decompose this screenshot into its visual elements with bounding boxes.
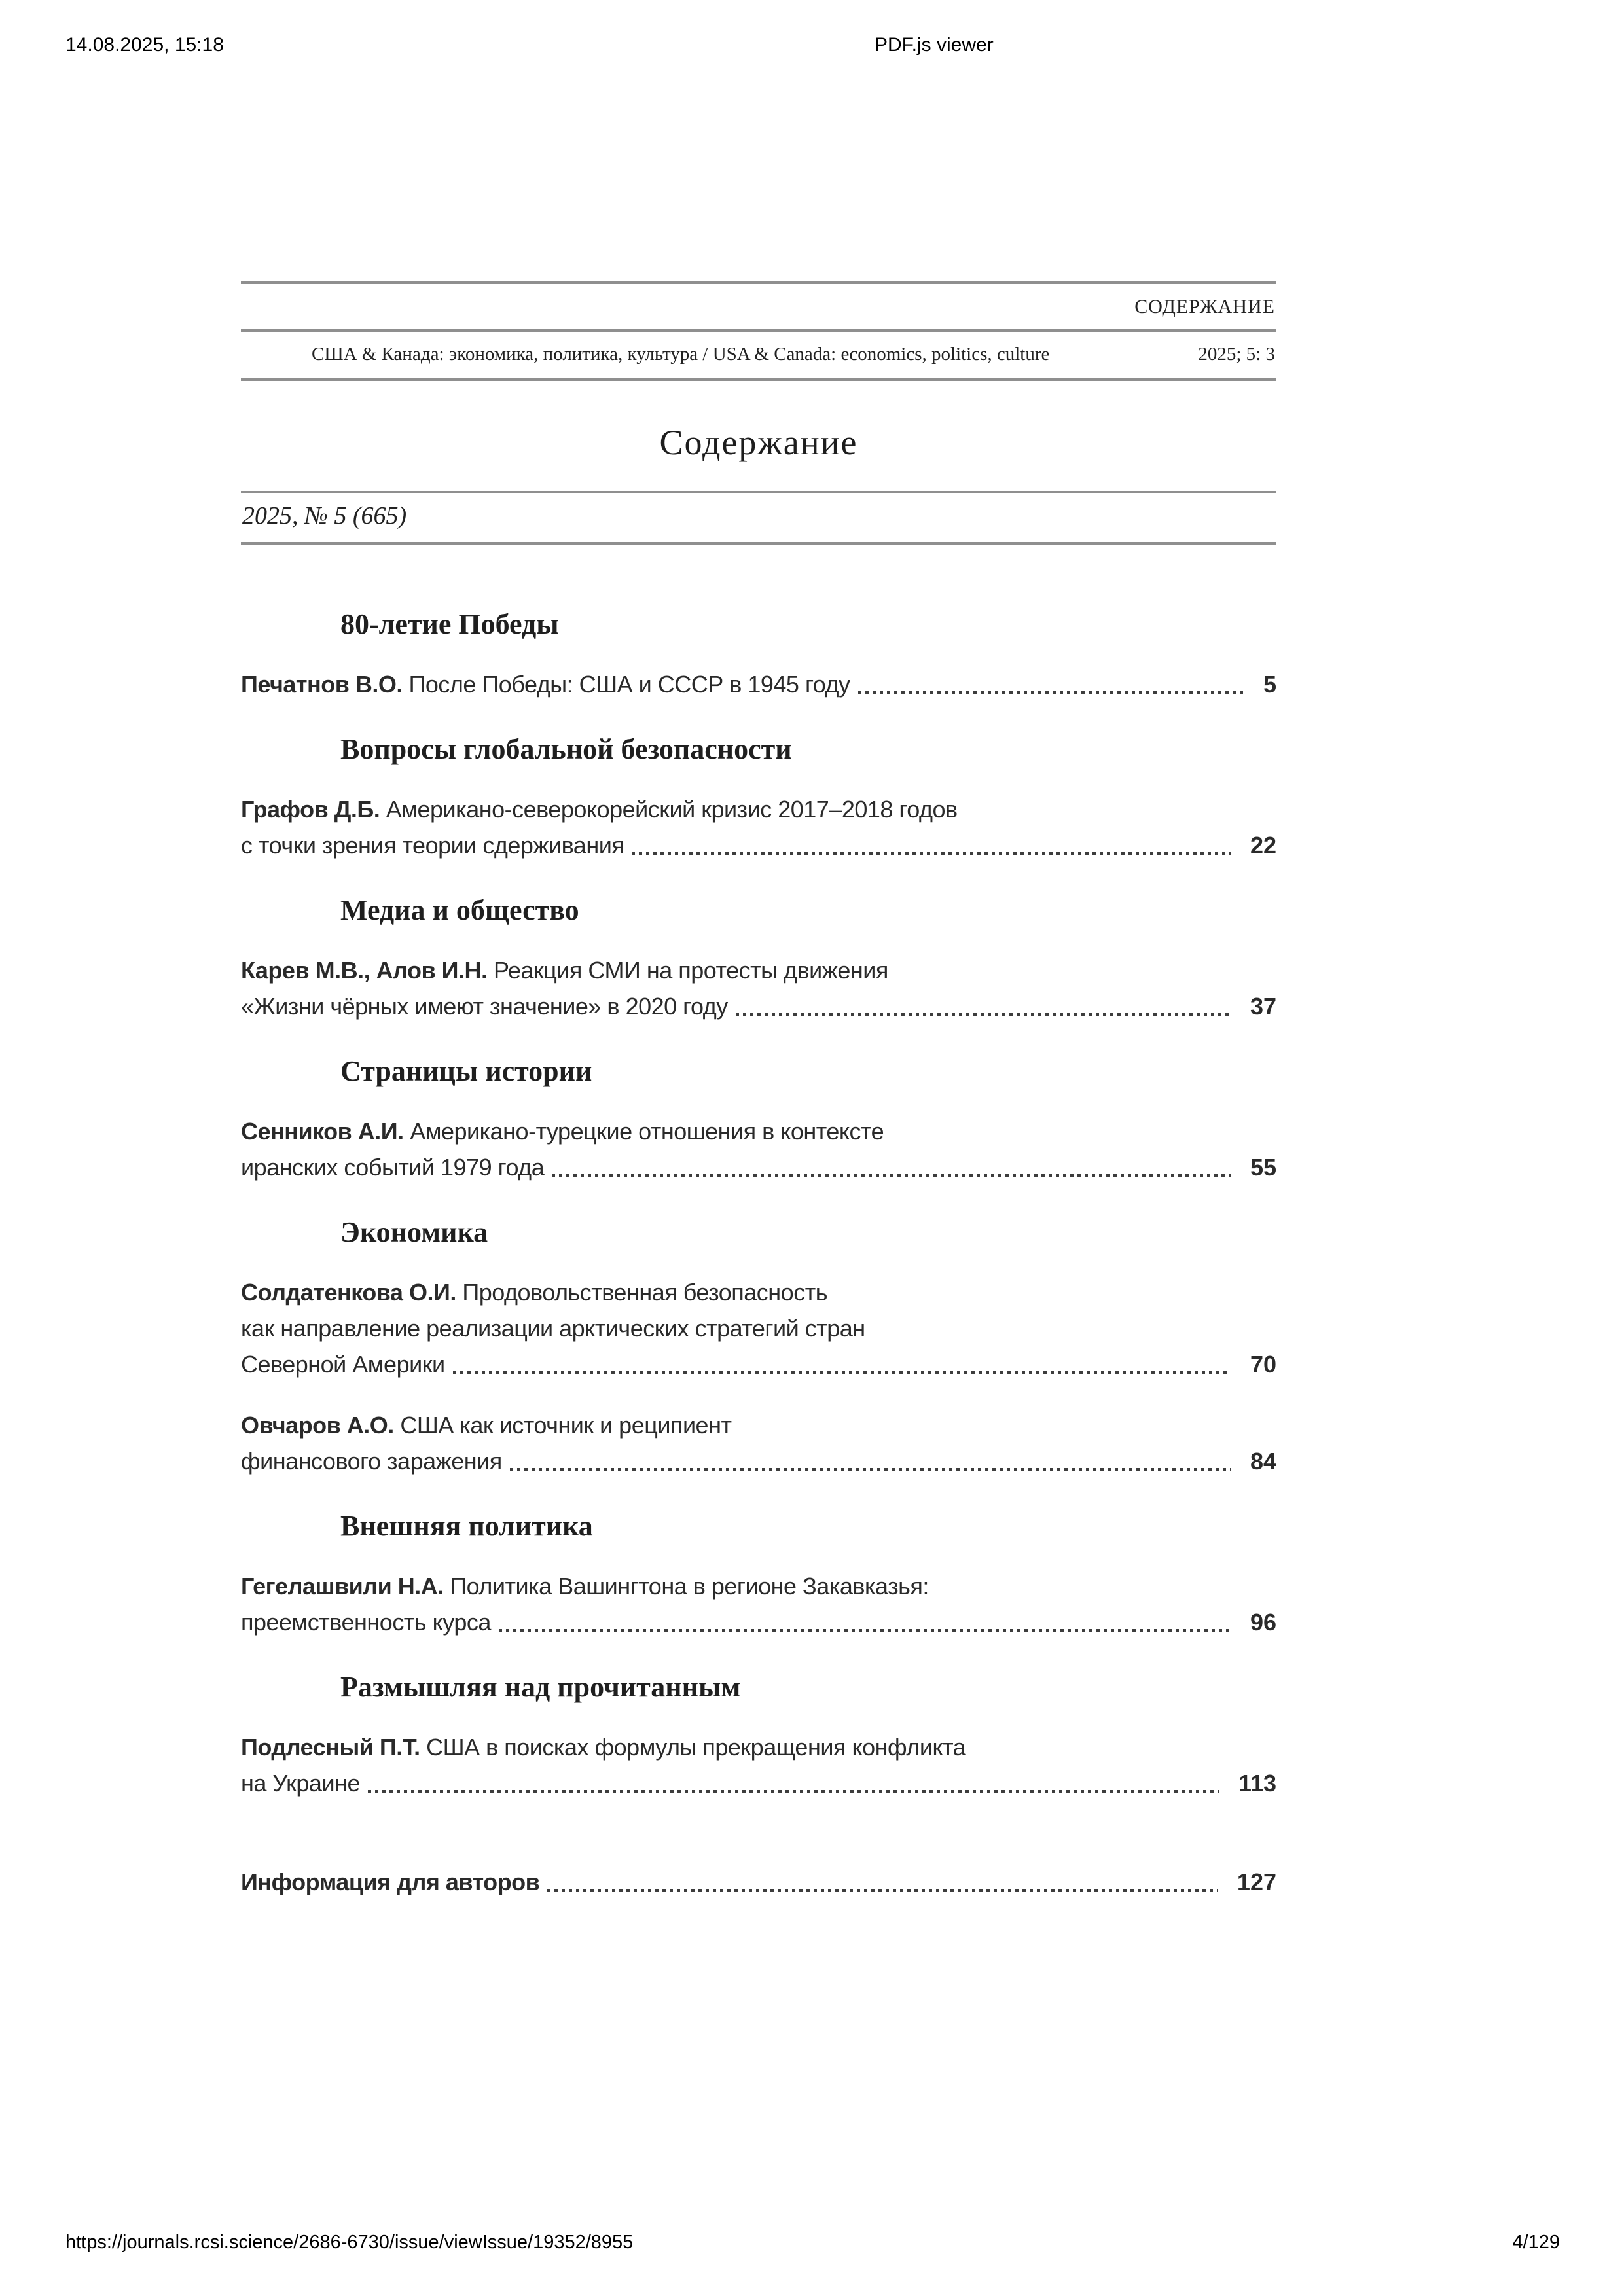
section-entries <box>241 1274 1276 1479</box>
entry-title-text: Политика Вашингтона в регионе Закавказья: <box>450 1573 929 1600</box>
section-heading: 80-летие Победы <box>340 608 559 640</box>
entry-title-text: иранских событий 1979 года <box>241 1154 545 1181</box>
toc-section <box>241 1668 1276 1801</box>
entry-title-text: Северной Америки <box>241 1351 445 1378</box>
toc-section <box>241 1052 1276 1185</box>
entry-title-text: с точки зрения теории сдерживания <box>241 832 624 859</box>
dot-leader <box>547 1889 1218 1892</box>
entry-line <box>241 1407 1276 1443</box>
toc-sections <box>241 605 1276 1801</box>
print-header-datetime: 14.08.2025, 15:18 <box>65 34 224 56</box>
entry-line <box>241 1765 1276 1801</box>
section-entries <box>241 1729 1276 1801</box>
entry-title-text: финансового заражения <box>241 1448 502 1475</box>
entry-title-text: США в поисках формулы прекращения конфликта <box>426 1734 966 1761</box>
entry-line <box>241 1864 1276 1900</box>
running-head-label: СОДЕРЖАНИЕ <box>1134 296 1275 317</box>
entry-page-number: 84 <box>1250 1448 1276 1475</box>
section-heading: Размышляя над прочитанным <box>340 1671 741 1703</box>
entry-title-text: Американо-турецкие отношения в контексте <box>410 1118 884 1145</box>
toc-entry[interactable] <box>241 1568 1276 1640</box>
entry-page-number: 70 <box>1250 1351 1276 1378</box>
entry-page-number: 96 <box>1250 1609 1276 1636</box>
toc-entry[interactable] <box>241 1274 1276 1382</box>
dot-leader <box>858 691 1244 694</box>
toc-entry[interactable] <box>241 666 1276 702</box>
entry-authors: Графов Д.Б. <box>241 796 380 823</box>
issue-number-line: 2025, № 5 (665) <box>242 502 407 529</box>
entry-line <box>241 952 1276 988</box>
dot-leader <box>510 1468 1231 1471</box>
entry-page-number: 127 <box>1236 1869 1276 1895</box>
entry-line <box>241 1149 1276 1185</box>
entry-line <box>241 1274 1276 1310</box>
entry-line <box>241 1443 1276 1479</box>
entry-title-text: как направление реализации арктических стратегий стран <box>241 1315 865 1342</box>
entry-title-text: «Жизни чёрных имеют значение» в 2020 году <box>241 993 728 1020</box>
document-content <box>241 281 1276 1900</box>
dot-leader <box>552 1174 1231 1177</box>
entry-authors: Солдатенкова О.И. <box>241 1279 456 1306</box>
entry-authors: Карев М.В., Алов И.Н. <box>241 957 488 984</box>
entry-authors: Сенников А.И. <box>241 1118 404 1145</box>
journal-title: США & Канада: экономика, политика, культура / USA & Canada: economics, politics, culture <box>312 344 1050 365</box>
entry-line <box>241 988 1276 1024</box>
entry-title-text: Реакция СМИ на протесты движения <box>493 957 888 984</box>
entry-page-number: 55 <box>1250 1154 1276 1181</box>
toc-entry[interactable] <box>241 1407 1276 1479</box>
section-heading: Внешняя политика <box>340 1510 593 1542</box>
entry-line <box>241 1346 1276 1382</box>
entry-title-text: США как источник и реципиент <box>400 1412 732 1439</box>
entry-page-number: 5 <box>1263 671 1276 698</box>
toc-page-title: Содержание <box>659 423 858 462</box>
print-header-title: PDF.js viewer <box>875 34 994 56</box>
entry-title-text: После Победы: США и СССР в 1945 году <box>408 671 850 698</box>
section-entries <box>241 666 1276 702</box>
toc-entry-info-for-authors[interactable] <box>241 1864 1276 1900</box>
section-entries <box>241 791 1276 863</box>
entry-page-number: 37 <box>1250 993 1276 1020</box>
toc-section <box>241 891 1276 1024</box>
toc-section <box>241 730 1276 863</box>
entry-authors: Печатнов В.О. <box>241 671 403 698</box>
entry-line <box>241 666 1276 702</box>
toc-entry[interactable] <box>241 1113 1276 1185</box>
entry-page-number: 113 <box>1238 1770 1276 1797</box>
entry-line <box>241 1568 1276 1604</box>
entry-authors: Гегелашвили Н.А. <box>241 1573 444 1600</box>
entry-line <box>241 1310 1276 1346</box>
section-heading: Страницы истории <box>340 1055 592 1087</box>
entry-authors: Овчаров А.О. <box>241 1412 394 1439</box>
entry-line <box>241 1729 1276 1765</box>
toc-section <box>241 1213 1276 1479</box>
toc-entry[interactable] <box>241 791 1276 863</box>
entry-title-text: Американо-северокорейский кризис 2017–2018 годов <box>386 796 958 823</box>
entry-line <box>241 1113 1276 1149</box>
entry-authors: Подлесный П.Т. <box>241 1734 420 1761</box>
dot-leader <box>453 1371 1231 1374</box>
toc-section <box>241 605 1276 702</box>
info-entry-label: Информация для авторов <box>241 1869 540 1895</box>
dot-leader <box>736 1013 1231 1016</box>
entry-page-number: 22 <box>1250 832 1276 859</box>
dot-leader <box>499 1629 1231 1632</box>
section-entries <box>241 1113 1276 1185</box>
entry-title-text: Продовольственная безопасность <box>462 1279 827 1306</box>
dot-leader <box>368 1790 1219 1793</box>
toc-entry[interactable] <box>241 1729 1276 1801</box>
toc-entry[interactable] <box>241 952 1276 1024</box>
title-rule-bottom <box>241 542 1276 545</box>
print-footer-url: https://journals.rcsi.science/2686-6730/issue/viewIssue/19352/8955 <box>65 2232 634 2253</box>
entry-line <box>241 827 1276 863</box>
section-heading: Экономика <box>340 1216 488 1248</box>
issue-reference: 2025; 5: 3 <box>1198 344 1275 365</box>
section-heading: Медиа и общество <box>340 894 579 926</box>
entry-title-text: преемственность курса <box>241 1609 491 1636</box>
section-entries <box>241 952 1276 1024</box>
entry-line <box>241 1604 1276 1640</box>
print-footer-page-indicator: 4/129 <box>1512 2232 1560 2253</box>
entry-line <box>241 791 1276 827</box>
entry-title-text: на Украине <box>241 1770 360 1797</box>
dot-leader <box>632 852 1231 855</box>
section-heading: Вопросы глобальной безопасности <box>340 733 792 765</box>
toc-section <box>241 1507 1276 1640</box>
section-entries <box>241 1568 1276 1640</box>
